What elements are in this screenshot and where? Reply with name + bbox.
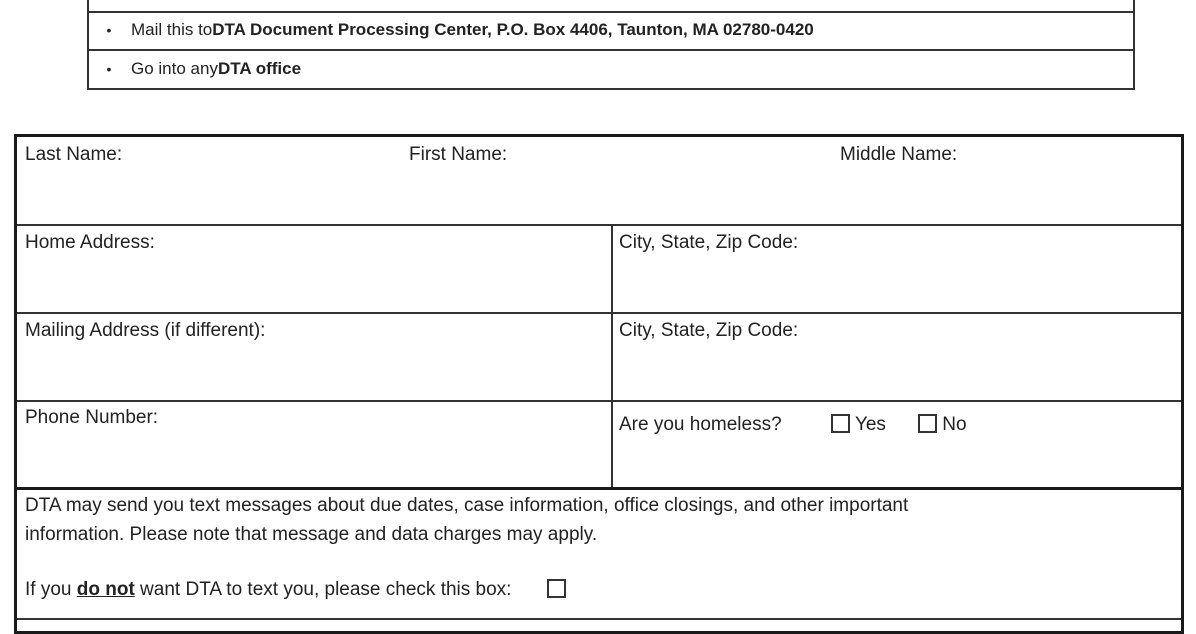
mail-address: DTA Document Processing Center, P.O. Box 4406, Taunton, MA 02780-0420 <box>212 20 814 39</box>
homeless-no-option[interactable] <box>918 414 967 436</box>
middle-name-label: Middle Name: <box>840 144 958 165</box>
mailing-address-label: Mailing Address (if different): <box>25 320 266 341</box>
name-row[interactable] <box>17 137 1181 224</box>
opt-out-emphasis: do not <box>76 579 135 600</box>
divider <box>17 618 1181 620</box>
homeless-yes-option[interactable] <box>831 414 886 436</box>
opt-out-prefix: If you <box>25 579 77 600</box>
text-notice-line-2: information. Please note that message and data charges may apply. <box>25 524 598 545</box>
instruction-office <box>89 49 1133 88</box>
text-opt-out-checkbox[interactable] <box>547 579 566 598</box>
mail-prefix: Mail this to <box>131 20 213 39</box>
mailing-city-state-zip-field[interactable] <box>613 314 1181 400</box>
home-address-field[interactable] <box>17 226 611 312</box>
submission-instructions-box <box>87 0 1135 90</box>
homeless-question-label: Are you homeless? <box>619 414 782 435</box>
column-divider <box>611 226 613 487</box>
mailing-city-state-zip-label: City, State, Zip Code: <box>619 320 799 341</box>
bullet: • <box>106 60 112 77</box>
office-name: DTA office <box>217 58 302 78</box>
homeless-question-cell <box>613 402 1181 487</box>
text-message-notice <box>17 490 1181 618</box>
homeless-no-checkbox[interactable] <box>918 414 937 433</box>
homeless-yes-checkbox[interactable] <box>831 414 850 433</box>
mailing-address-field[interactable] <box>17 314 611 400</box>
text-opt-out-line <box>25 575 566 604</box>
home-address-label: Home Address: <box>25 232 155 253</box>
applicant-info-form <box>14 134 1184 634</box>
opt-out-suffix: want DTA to text you, please check this box: <box>134 579 512 600</box>
first-name-label: First Name: <box>409 144 508 165</box>
home-city-state-zip-label: City, State, Zip Code: <box>619 232 799 253</box>
home-city-state-zip-field[interactable] <box>613 226 1181 312</box>
bullet: • <box>106 22 112 38</box>
phone-number-field[interactable] <box>17 402 611 487</box>
phone-number-label: Phone Number: <box>25 407 159 428</box>
last-name-label: Last Name: <box>25 144 123 165</box>
homeless-no-label: No <box>942 414 967 435</box>
text-notice-line-1: DTA may send you text messages about due dates, case information, office closings, and other important <box>25 495 909 516</box>
office-prefix: Go into any <box>131 58 218 78</box>
homeless-yes-label: Yes <box>854 414 886 435</box>
instruction-mail <box>89 11 1133 51</box>
